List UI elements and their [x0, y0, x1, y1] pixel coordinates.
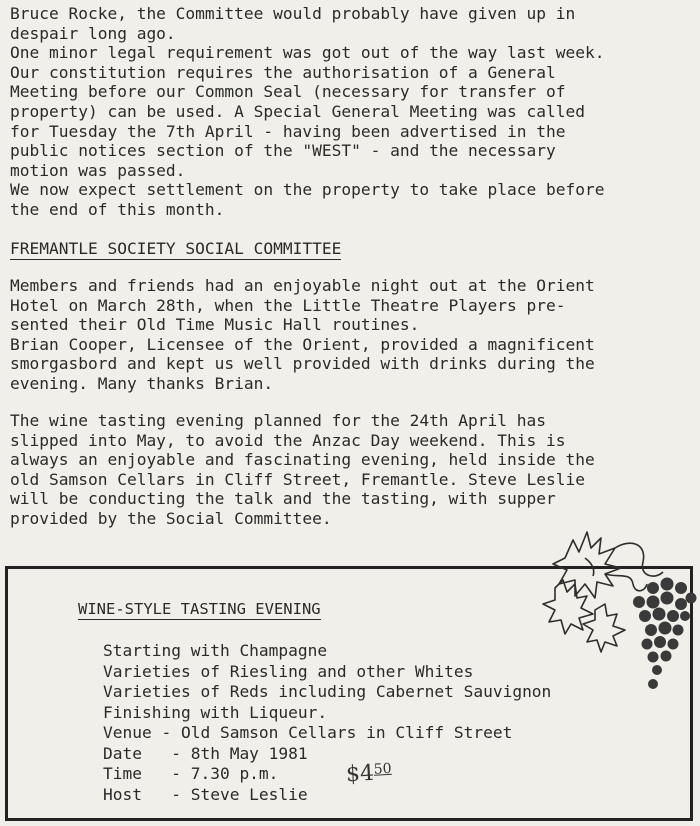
advert-line: Host - Steve Leslie — [103, 784, 308, 804]
social-paragraph-2 — [10, 411, 674, 529]
text-line: sented their Old Time Music Hall routines. — [10, 315, 420, 335]
advert-line: Varieties of Reds including Cabernet Sauvignon — [103, 682, 552, 701]
advert-line: Finishing with Liqueur. — [103, 702, 328, 722]
advert-line: Date - 8th May 1981 — [103, 743, 308, 763]
text-line: the end of this month. — [10, 199, 225, 219]
handwritten-price: $\$4^{50}$ — [345, 760, 393, 788]
text-line: The wine tasting evening planned for the 24th April has — [10, 411, 547, 430]
advert-title: WINE-STYLE TASTING EVENING — [78, 600, 321, 618]
text-line: Bruce Rocke, the Committee would probably have given up in — [10, 4, 576, 23]
text-line: evening. Many thanks Brian. — [10, 373, 274, 393]
text-line: smorgasbord and kept us well provided with drinks during the — [10, 354, 595, 374]
section-heading: FREMANTLE SOCIETY SOCIAL COMMITTEE — [10, 239, 342, 258]
advert-line: Venue - Old Samson Cellars in Cliff Street — [103, 723, 513, 742]
text-line: Meeting before our Common Seal (necessary for transfer of — [10, 82, 566, 102]
text-line: One minor legal requirement was got out of the way last week. — [10, 43, 605, 63]
text-line: Members and friends had an enjoyable night out at the Orient — [10, 276, 595, 295]
text-line: will be conducting the talk and the tasting, with supper — [10, 489, 556, 509]
grape-bunch-icon — [535, 518, 700, 698]
advert-line: Varieties of Riesling and other Whites — [103, 661, 474, 681]
text-line: always an enjoyable and fascinating evening, held inside the — [10, 450, 595, 470]
text-line: provided by the Social Committee. — [10, 508, 332, 528]
text-line: We now expect settlement on the property to take place before — [10, 180, 605, 200]
social-paragraph-1 — [10, 276, 674, 394]
text-line: old Samson Cellars in Cliff Street, Fremantle. Steve Leslie — [10, 469, 585, 489]
text-line: motion was passed. — [10, 160, 186, 180]
text-line: slipped into May, to avoid the Anzac Day weekend. This is — [10, 430, 566, 450]
advert-line: Time - 7.30 p.m. — [103, 764, 279, 783]
advert-line: Starting with Champagne — [103, 641, 328, 660]
text-line: public notices section of the "WEST" - and the necessary — [10, 141, 556, 161]
advert-details — [103, 641, 551, 805]
intro-paragraph — [10, 4, 674, 220]
text-line: despair long ago. — [10, 23, 176, 43]
text-line: property) can be used. A Special General Meeting was called — [10, 101, 585, 121]
text-line: for Tuesday the 7th April - having been advertised in the — [10, 121, 566, 141]
text-line: Hotel on March 28th, when the Little Theatre Players pre- — [10, 295, 566, 315]
text-line: Brian Cooper, Licensee of the Orient, provided a magnificent — [10, 334, 595, 354]
text-line: Our constitution requires the authorisation of a General — [10, 62, 556, 82]
